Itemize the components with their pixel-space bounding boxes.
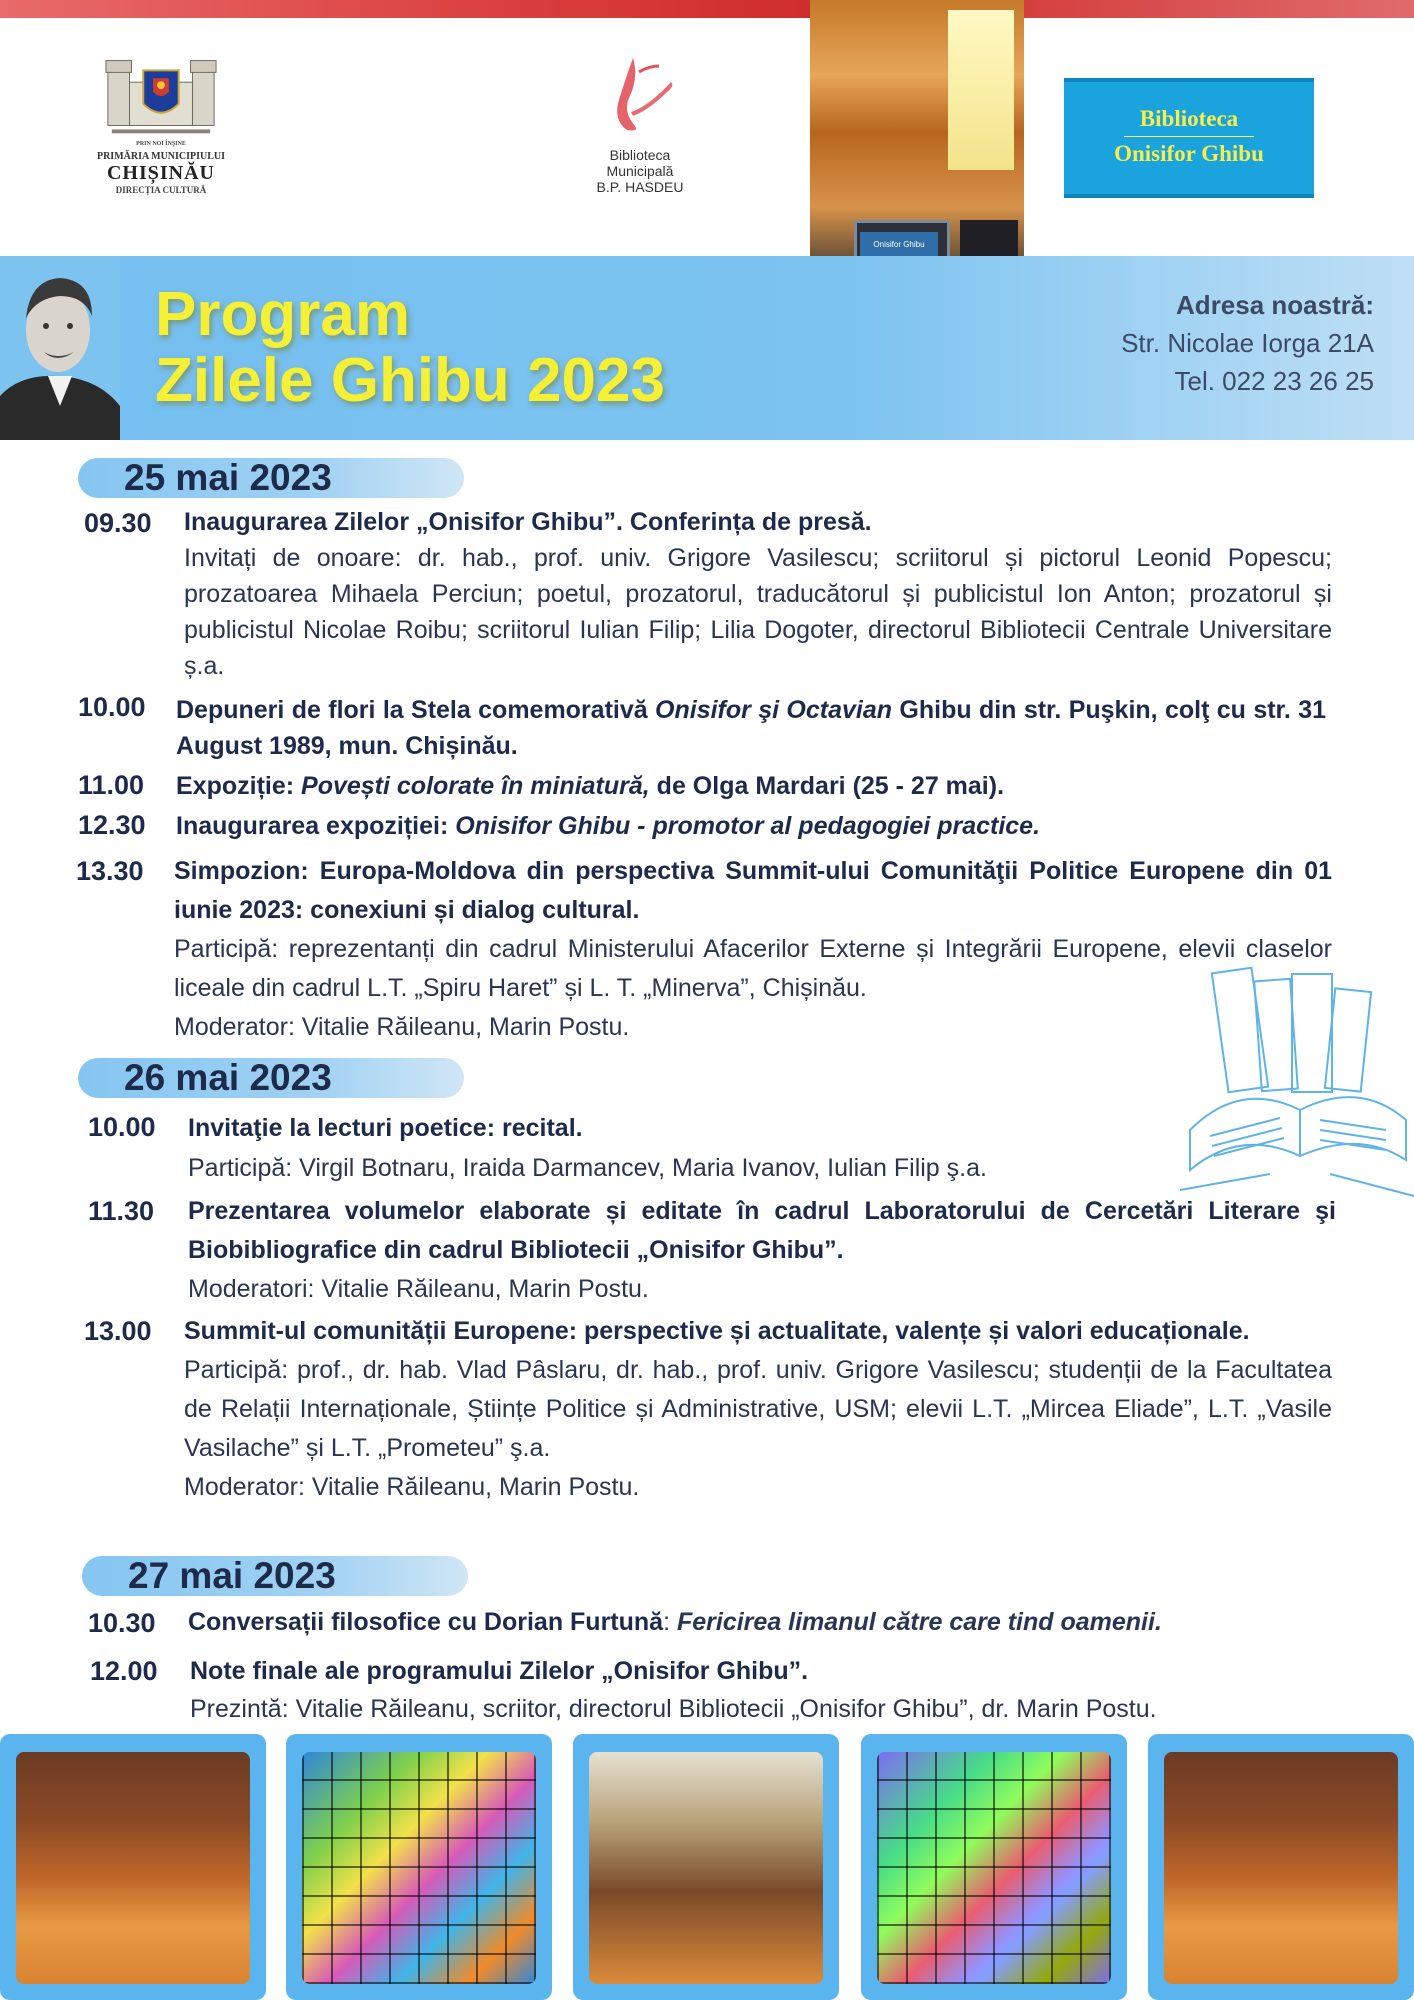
event-time: 12.00 [90,1656,158,1686]
event-item [188,1192,1336,1309]
gallery-frame [0,1734,266,2000]
event-title-part: Conversații filosofice cu Dorian Furtună [188,1608,664,1636]
event-title-italic: Povești colorate în miniatură, [301,772,650,800]
address-street: Str. Nicolae Iorga 21A [1121,328,1374,358]
top-accent-bar [0,0,1414,18]
event-detail: Participă: prof., dr. hab. Vlad Pâslaru, dr. hab., prof. univ. Grigore Vasilescu; studenții de la Facultatea de Relații Internaționale, Științe Politice și Administrative, USM; elevii L.T. „Mircea Eliade”, L.T. „Vasile Vasilache” și L.T. „Prometeu” ş.a. [184,1356,1332,1462]
library-logo-line1: Biblioteca [1139,106,1239,131]
event-moderator: Moderator: Vitalie Răileanu, Marin Postu. [184,1473,640,1501]
event-moderator: Moderatori: Vitalie Răileanu, Marin Postu. [188,1275,649,1303]
city-hall-line1: PRIMĂRIA MUNICIPIULUI [96,151,226,162]
event-time: 09.30 [84,508,152,538]
event-item [176,692,1326,764]
crest-motto: PRIN NOI ÎNȘINE [136,141,186,147]
event-moderator: Moderator: Vitalie Răileanu, Marin Postu. [174,1013,630,1041]
library-logo-line2: Onisifor Ghibu [1114,141,1264,166]
event-title [176,692,1326,764]
event-title: Inaugurarea Zilelor „Onisifor Ghibu”. Conferința de presă. [184,508,872,536]
gallery-frame [1148,1734,1414,2000]
event-item [188,1108,1328,1188]
day-date: 26 mai 2023 [124,1057,332,1098]
event-time: 11.00 [78,770,145,800]
event-title: Simpozion: Europa-Moldova din perspectiva Summit-ului Comunităţii Politice Europene din 01 iunie 2023: conexiuni și dialog cultural. [174,857,1332,924]
photo-entrance-sign: Onisifor Ghibu [860,232,938,258]
photo-window [948,10,1014,170]
event-item [174,852,1332,1047]
stained-glass-photo [302,1752,536,1984]
event-time: 13.00 [84,1316,152,1346]
event-title [176,768,1326,804]
gallery-frame [573,1734,839,2000]
event-time: 10.30 [88,1608,156,1638]
event-title-separator: : [663,1608,677,1636]
event-title: Invitaţie la lecturi poetice: recital. [188,1114,583,1142]
day-header-26-may [78,1058,464,1098]
event-time: 11.30 [88,1196,155,1226]
event-detail: Invitați de onoare: dr. hab., prof. univ. Grigore Vasilescu; scriitorul și pictorul Leonid Popescu; prozatoarea Mihaela Perciun; poetul, prozatorul, traducătorul și publicistul Ion Anton; prozatorul și publicistul Nicolae Roibu; scriitorul Iulian Filip; Lilia Dogoter, directorul Bibliotecii Centrale Universitare ș.a. [184,544,1332,680]
event-time: 13.30 [76,856,144,886]
library-logo-divider [1124,136,1254,137]
event-time: 10.00 [88,1112,156,1142]
chisinau-city-hall-logo [96,52,226,195]
address-heading: Adresa noastră: [1176,290,1374,320]
chisinau-crest-icon [102,52,220,136]
event-title-italic: Onisifor Ghibu - promotor al pedagogiei practice. [455,812,1041,840]
event-title-italic: Onisifor şi Octavian [655,696,893,724]
program-title-line1: Program [155,280,410,349]
city-hall-line3: DIRECȚIA CULTURĂ [115,185,207,195]
program-title-line2: Zilele Ghibu 2023 [155,346,665,415]
onisifor-ghibu-portrait [0,256,120,440]
event-title-part: Ghibu din str. Puşkin, colţ cu str. 31 August 1989, mun. Chișinău. [176,696,1327,760]
event-title-part: Inaugurarea expoziției: [176,812,456,840]
hasdeu-library-logo [570,52,710,195]
event-detail: Participă: reprezentanți din cadrul Ministerului Afacerilor Externe și Integrării Europene, elevii claselor liceale din cadrul L.T. „Spiru Haret” și L. T. „Minerva”, Chișinău. [174,935,1332,1002]
library-interior-photo [16,1752,250,1984]
event-title: Summit-ul comunității Europene: perspective și actualitate, valențe și valori educaționale. [184,1317,1250,1345]
stained-glass-photo [877,1752,1111,1984]
library-reading-room-photo [1164,1752,1398,1984]
day-date: 25 mai 2023 [124,457,332,498]
onisifor-ghibu-library-logo [1064,78,1314,198]
gallery-frame [286,1734,552,2000]
event-title-part: Expoziție: [176,772,302,800]
event-title: Prezentarea volumelor elaborate și editate în cadrul Laboratorului de Cercetări Literare şi Biobibliografice din cadrul Bibliotecii „Onisifor Ghibu”. [188,1197,1336,1264]
event-title: Note finale ale programului Zilelor „Onisifor Ghibu”. [190,1657,809,1685]
hasdeu-line1: Biblioteca [609,147,671,163]
day-date: 27 mai 2023 [128,1555,336,1596]
event-title-italic: Fericirea limanul către care tind oamenii. [676,1608,1162,1636]
city-hall-line2: CHIȘINĂU [106,162,216,184]
gallery-frame [861,1734,1127,2000]
event-title-part: Depuneri de flori la Stela comemorativă [176,696,656,724]
event-item [188,1604,1338,1640]
event-item [176,808,1326,844]
hasdeu-line2: Municipală [606,163,674,179]
day-header-27-may [82,1556,468,1596]
event-title [188,1604,1338,1640]
library-hall-photo [589,1752,823,1984]
event-time: 12.30 [78,810,146,840]
event-item [184,504,1332,684]
event-title-part: de Olga Mardari (25 - 27 mai). [649,772,1005,800]
hasdeu-brush-icon [595,52,685,142]
day-header-25-may [78,458,464,498]
event-item [184,1312,1332,1507]
event-title [176,808,1326,844]
hasdeu-line3: B.P. HASDEU [596,179,684,195]
photo-gallery [0,1734,1414,2000]
event-item [190,1652,1340,1728]
address-block [1121,286,1374,400]
event-detail: Participă: Virgil Botnaru, Iraida Darmancev, Maria Ivanov, Iulian Filip ş.a. [188,1154,987,1182]
address-phone: Tel. 022 23 26 25 [1174,366,1374,396]
event-time: 10.00 [78,692,146,722]
event-detail: Prezintă: Vitalie Răileanu, scriitor, directorul Bibliotecii „Onisifor Ghibu”, dr. Marin Postu. [190,1695,1157,1723]
event-item [176,768,1326,804]
